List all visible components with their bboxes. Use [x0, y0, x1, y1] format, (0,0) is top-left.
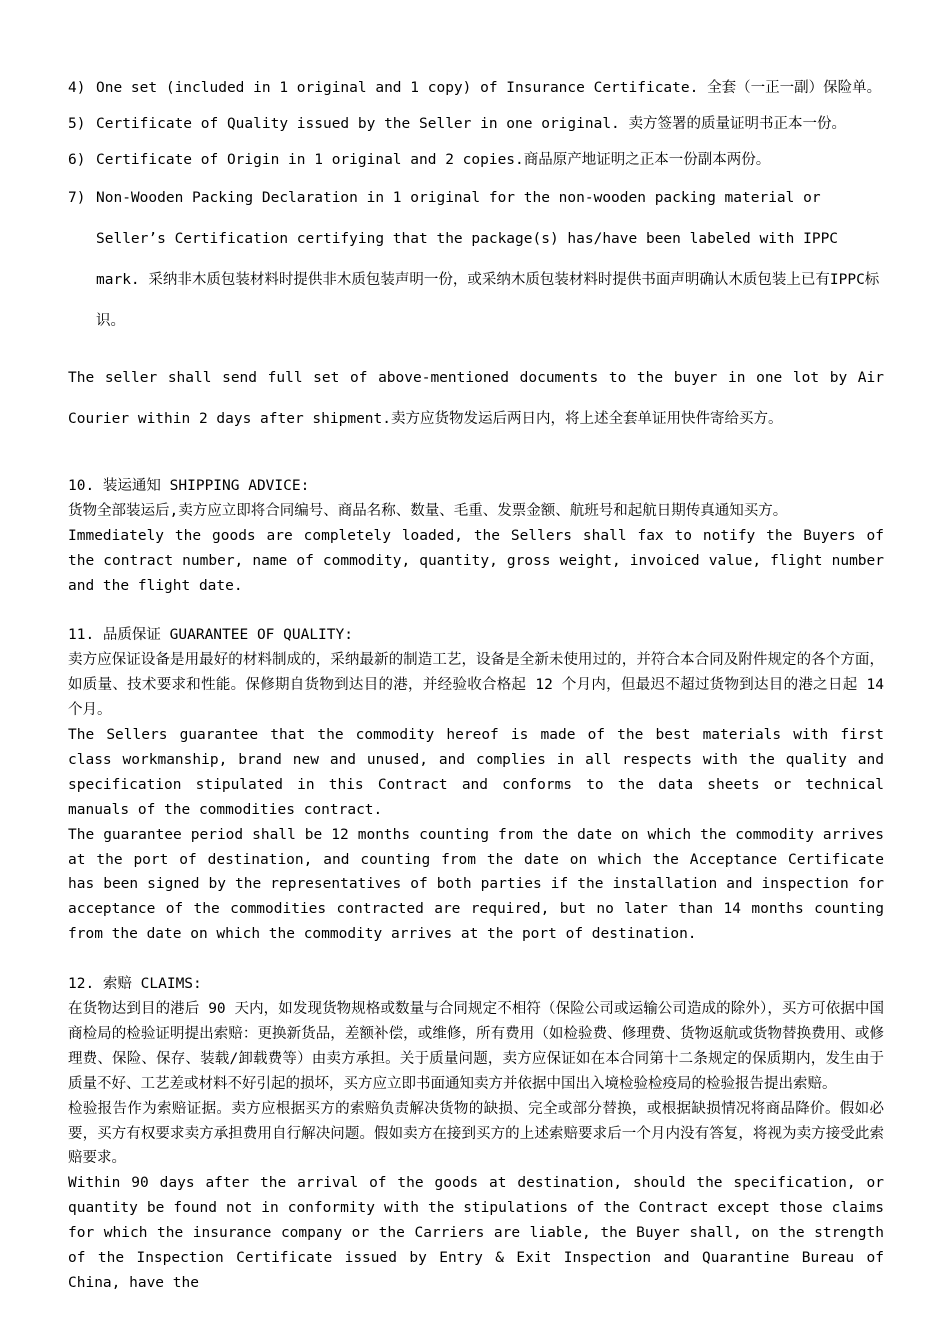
section-guarantee-of-quality — [68, 623, 884, 947]
item-text: Certificate of Quality issued by the Seller in one original. 卖方签署的质量证明书正本一份。 — [96, 116, 847, 132]
section-shipping-advice — [68, 474, 884, 599]
doc-item-insurance — [68, 70, 884, 106]
section-heading: 12. 索赔 CLAIMS: — [68, 976, 202, 993]
section-heading: 10. 装运通知 SHIPPING ADVICE: — [68, 478, 310, 494]
document-page — [68, 70, 884, 1296]
section-claims — [68, 972, 884, 1296]
section-text-cn: 检验报告作为索赔证据。卖方应根据买方的索赔负责解决货物的缺损、完全或部分替换，或根据缺损情况将商品降价。假如必要，买方有权要求卖方承担费用自行解决问题。假如卖方在接到买方的上述索赔要求后一个月内没有答复，将视为卖方接受此索赔要求。 — [68, 1100, 884, 1167]
section-text-en: Immediately the goods are completely loaded, the Sellers shall fax to notify the Buyers of the contract number, name of commodity, quantity, gross weight, invoiced value, flight number and the flight date. — [68, 527, 884, 594]
doc-item-packing-declaration — [68, 178, 884, 342]
item-text: Certificate of Origin in 1 original and 2 copies.商品原产地证明之正本一份副本两份。 — [96, 152, 771, 168]
doc-item-origin-certificate — [68, 142, 884, 178]
item-number: 7) — [68, 190, 86, 206]
item-number: 5) — [68, 116, 86, 132]
section-text-en: The guarantee period shall be 12 months counting from the date on which the commodity arrives at the port of destination, and counting from the date on which the Acceptance Certificate has been signed by the representatives of both parties if the installation and inspection for acceptance of the commodities contracted are required, but no later than 14 months counting from the date on which the commodity arrives at the port of destination. — [68, 826, 884, 943]
section-text-cn: 卖方应保证设备是用最好的材料制成的，采纳最新的制造工艺，设备是全新未使用过的，并符合本合同及附件规定的各个方面，如质量、技术要求和性能。保修期自货物到达目的港，并经验收合格起 12 个月内，但最迟不超过货物到达目的港之日起 14 个月。 — [68, 652, 884, 719]
section-text-cn: 货物全部装运后,卖方应立即将合同编号、商品名称、数量、毛重、发票金额、航班号和起航日期传真通知买方。 — [68, 502, 788, 519]
section-text-cn: 在货物达到目的港后 90 天内，如发现货物规格或数量与合同规定不相符（保险公司或运输公司造成的除外），买方可依据中国商检局的检验证明提出索赔：更换新货品，差额补偿，或维修，所有费用（如检验费、修理费、货物返航或货物替换费用、或修理费、保险、保存、装载/卸载费等）由卖方承担。关于质量问题，卖方应保证如在本合同第十二条规定的保质期内，发生由于质量不好、工艺差或材料不好引起的损坏，买方应立即书面通知卖方并依据中国出入境检验检疫局的检验报告提出索赔。 — [68, 1001, 884, 1092]
section-text-en: Within 90 days after the arrival of the goods at destination, should the specification, or quantity be found not in conformity with the stipulations of the Contract except those claims for which the insurance company or the Carriers are liable, the Buyer shall, on the strength of the Inspection Certificate issued by Entry & Exit Inspection and Quarantine Bureau of China, have the — [68, 1175, 884, 1291]
item-text: Non-Wooden Packing Declaration in 1 original for the non-wooden packing material or Seller’s Certification certifying that the package(s) has/have been labeled with IPPC mark. 采纳非木质包装材料时提供非木质包装声明一份，或采纳木质包装材料时提供书面声明确认木质包装上已有IPPC标识。 — [96, 190, 880, 329]
item-number: 4) — [68, 80, 86, 96]
doc-item-quality-certificate — [68, 106, 884, 142]
item-number: 6) — [68, 152, 86, 168]
send-documents-paragraph: The seller shall send full set of above-mentioned documents to the buyer in one lot by Air Courier within 2 days after shipment.卖方应货物发运后两日内，将上述全套单证用快件寄给买方。 — [68, 370, 884, 427]
item-text: One set (included in 1 original and 1 copy) of Insurance Certificate. 全套（一正一副）保险单。 — [96, 80, 882, 96]
section-text-en: The Sellers guarantee that the commodity hereof is made of the best materials with first class workmanship, brand new and unused, and complies in all respects with the quality and specification stipulated in this Contract and conforms to the data sheets or technical manuals of the commodities contract. — [68, 727, 884, 818]
section-heading: 11. 品质保证 GUARANTEE OF QUALITY: — [68, 627, 353, 644]
